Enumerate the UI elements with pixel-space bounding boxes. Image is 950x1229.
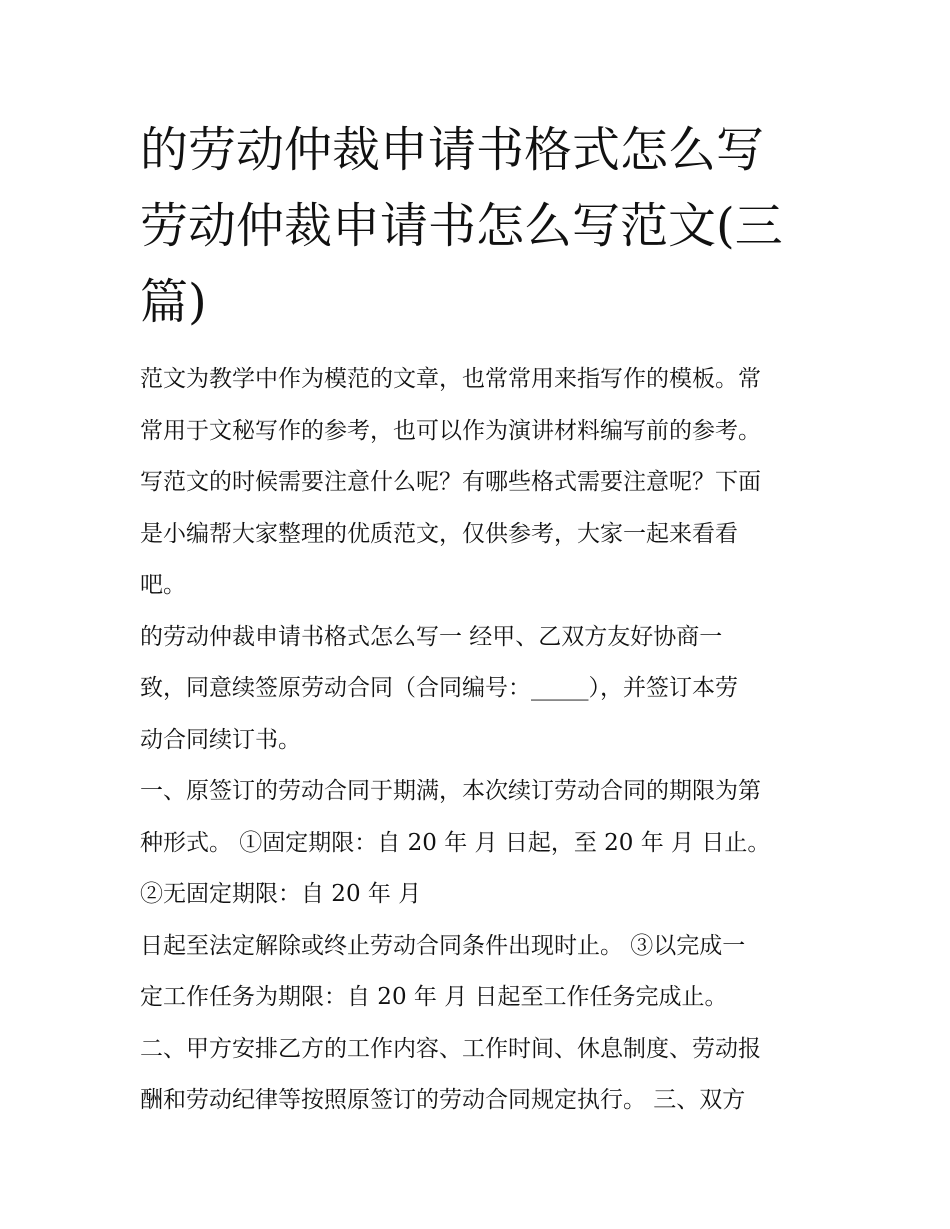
body-line: 吧。 (140, 572, 186, 598)
body-line: 种形式。 ①固定期限：自 20 年 月 日起，至 20 年 月 日止。 (140, 829, 771, 856)
body-line: 二、甲方安排乙方的工作内容、工作时间、休息制度、劳动报 (140, 1035, 761, 1062)
body-line: 动合同续订书。 (140, 726, 301, 753)
document-body (140, 354, 820, 1127)
body-line: 酬和劳动纪律等按照原签订的劳动合同规定执行。 三、双方 (140, 1087, 746, 1113)
body-line: 是小编帮大家整理的优质范文，仅供参考，大家一起来看看 (140, 520, 738, 547)
document-title (140, 112, 840, 340)
title-line: 的劳动仲裁申请书格式怎么写 (140, 122, 765, 178)
body-line: 的劳动仲裁申请书格式怎么写一 经甲、乙双方友好协商一 (140, 623, 723, 650)
body-line: 定工作任务为期限：自 20 年 月 日起至工作任务完成止。 (140, 984, 728, 1010)
body-line: 写范文的时候需要注意什么呢？有哪些格式需要注意呢？下面 (140, 469, 761, 495)
body-line: 范文为教学中作为模范的文章，也常常用来指写作的模板。常 (140, 366, 761, 392)
title-line: 劳动仲裁申请书怎么写范文(三 (140, 198, 783, 254)
title-line: 篇) (140, 274, 207, 330)
body-line: 常用于文秘写作的参考，也可以作为演讲材料编写前的参考。 (140, 417, 761, 444)
body-line: 日起至法定解除或终止劳动合同条件出现时止。 ③以完成一 (140, 932, 746, 959)
body-line: 致，同意续签原劳动合同（合同编号：_____），并签订本劳 (140, 675, 738, 701)
body-line: 一、原签订的劳动合同于期满，本次续订劳动合同的期限为第 (140, 778, 761, 804)
body-line: ②无固定期限：自 20 年 月 (140, 881, 422, 907)
